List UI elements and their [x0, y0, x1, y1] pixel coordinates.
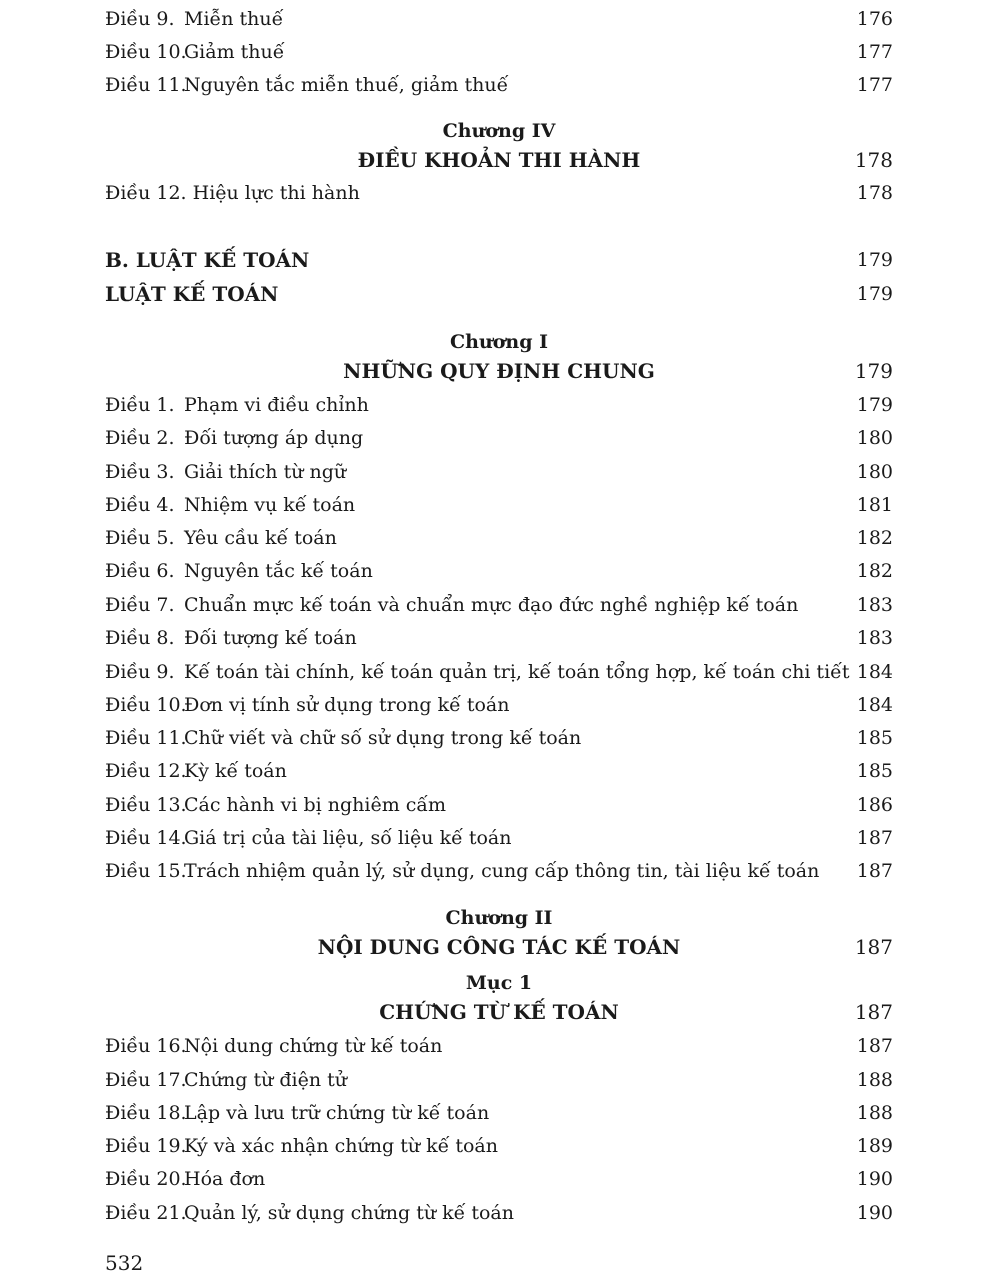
page-ref: 179 [856, 283, 893, 305]
article-title: Hóa đơn [184, 1168, 266, 1190]
heading-text: NHỮNG QUY ĐỊNH CHUNG [343, 359, 655, 383]
article-number: Điều 5. [105, 527, 175, 549]
article-number: Điều 1. [105, 394, 175, 416]
article-title: Đối tượng áp dụng [184, 427, 364, 449]
heading-text: CHỨNG TỪ KẾ TOÁN [379, 1000, 619, 1024]
heading-text: ĐIỀU KHOẢN THI HÀNH [357, 148, 641, 172]
article-title: Giải thích từ ngữ [184, 461, 347, 483]
article-title: Chứng từ điện tử [184, 1069, 347, 1091]
article-title: Giá trị của tài liệu, số liệu kế toán [184, 827, 512, 849]
page-ref: 185 [856, 727, 893, 749]
toc-entry [105, 823, 893, 853]
page-ref: 185 [856, 760, 893, 782]
article-number: Điều 16. [105, 1035, 187, 1057]
article-title: Quản lý, sử dụng chứng từ kế toán [184, 1202, 514, 1224]
page-ref: 188 [856, 1069, 893, 1091]
page-ref: 187 [856, 860, 893, 882]
part-title: B. LUẬT KẾ TOÁN [105, 248, 310, 272]
page-ref: 187 [854, 935, 893, 959]
page-ref: 186 [856, 794, 893, 816]
toc-entry [105, 1198, 893, 1228]
page-ref: 188 [856, 1102, 893, 1124]
article-title: Ký và xác nhận chứng từ kế toán [184, 1135, 499, 1157]
article-title: Đơn vị tính sử dụng trong kế toán [184, 694, 510, 716]
article-number: Điều 21. [105, 1202, 187, 1224]
toc-entry [105, 690, 893, 720]
toc-entry [105, 390, 893, 420]
page-ref: 183 [856, 594, 893, 616]
page-ref: 190 [856, 1202, 893, 1224]
toc-entry [105, 4, 893, 34]
toc-entry [105, 37, 893, 67]
page-ref: 182 [856, 560, 893, 582]
toc-entry [105, 70, 893, 100]
article-title: Điều 12. Hiệu lực thi hành [105, 182, 360, 204]
toc-entry [105, 590, 893, 620]
article-number: Điều 10. [105, 41, 187, 63]
chapter-heading [105, 932, 893, 962]
page-ref: 178 [854, 148, 893, 172]
article-number: Điều 11. [105, 74, 187, 96]
section-heading [105, 997, 893, 1027]
toc-entry [105, 523, 893, 553]
article-number: Điều 2. [105, 427, 175, 449]
article-number: Điều 12. [105, 760, 187, 782]
toc-entry [105, 790, 893, 820]
article-title: Nội dung chứng từ kế toán [184, 1035, 443, 1057]
article-title: Trách nhiệm quản lý, sử dụng, cung cấp thông tin, tài liệu kế toán [184, 860, 820, 882]
toc-entry [105, 723, 893, 753]
page-ref: 182 [856, 527, 893, 549]
toc-entry [105, 623, 893, 653]
toc-entry [105, 490, 893, 520]
article-title: Lập và lưu trữ chứng từ kế toán [184, 1102, 490, 1124]
page-ref: 184 [856, 694, 893, 716]
article-title: Nhiệm vụ kế toán [184, 494, 356, 516]
page-ref: 180 [856, 461, 893, 483]
toc-entry [105, 556, 893, 586]
article-number: Điều 18. [105, 1102, 187, 1124]
article-number: Điều 17. [105, 1069, 187, 1091]
part-title: LUẬT KẾ TOÁN [105, 282, 279, 306]
page-ref: 179 [856, 249, 893, 271]
chapter-heading [105, 145, 893, 175]
toc-entry [105, 1031, 893, 1061]
article-number: Điều 13. [105, 794, 187, 816]
article-number: Điều 6. [105, 560, 175, 582]
article-title: Nguyên tắc kế toán [184, 560, 373, 582]
page-number: 532 [105, 1251, 144, 1275]
heading-text: NỘI DUNG CÔNG TÁC KẾ TOÁN [317, 935, 681, 959]
article-number: Điều 19. [105, 1135, 187, 1157]
chapter-label: Chương II [445, 907, 553, 929]
article-title: Giảm thuế [184, 41, 285, 63]
part-entry [105, 279, 893, 309]
article-number: Điều 14. [105, 827, 187, 849]
page-ref: 183 [856, 627, 893, 649]
section-label: Mục 1 [465, 972, 533, 994]
toc-entry [105, 457, 893, 487]
page-ref: 179 [854, 359, 893, 383]
article-number: Điều 3. [105, 461, 175, 483]
toc-entry [105, 423, 893, 453]
article-title: Phạm vi điều chỉnh [184, 394, 369, 416]
article-number: Điều 9. [105, 8, 175, 30]
page-ref: 187 [856, 1035, 893, 1057]
article-title: Chuẩn mực kế toán và chuẩn mực đạo đức nghề nghiệp kế toán [184, 594, 799, 616]
page-ref: 176 [856, 8, 893, 30]
page-ref: 189 [856, 1135, 893, 1157]
chapter-label: Chương IV [442, 120, 556, 142]
article-title: Yêu cầu kế toán [184, 527, 337, 549]
page-ref: 177 [856, 41, 893, 63]
article-title: Kỳ kế toán [184, 760, 287, 782]
toc-entry [105, 1065, 893, 1095]
article-number: Điều 11. [105, 727, 187, 749]
toc-entry [105, 856, 893, 886]
page-ref: 187 [854, 1000, 893, 1024]
page-ref: 181 [856, 494, 893, 516]
article-number: Điều 7. [105, 594, 175, 616]
part-entry [105, 245, 893, 275]
chapter-label: Chương I [449, 331, 549, 353]
page-ref: 178 [856, 182, 893, 204]
article-number: Điều 20. [105, 1168, 187, 1190]
page-ref: 187 [856, 827, 893, 849]
article-title: Chữ viết và chữ số sử dụng trong kế toán [184, 727, 582, 749]
article-number: Điều 9. [105, 661, 175, 683]
article-number: Điều 4. [105, 494, 175, 516]
toc-entry [105, 657, 893, 687]
toc-entry [105, 178, 893, 208]
page-ref: 180 [856, 427, 893, 449]
toc-entry [105, 1164, 893, 1194]
page-ref: 179 [856, 394, 893, 416]
article-number: Điều 8. [105, 627, 175, 649]
article-title: Kế toán tài chính, kế toán quản trị, kế toán tổng hợp, kế toán chi tiết [184, 661, 850, 683]
page-ref: 184 [856, 661, 893, 683]
toc-entry [105, 1131, 893, 1161]
chapter-heading [105, 356, 893, 386]
toc-entry [105, 1098, 893, 1128]
article-number: Điều 10. [105, 694, 187, 716]
toc-entry [105, 756, 893, 786]
article-title: Miễn thuế [184, 8, 284, 30]
article-title: Nguyên tắc miễn thuế, giảm thuế [184, 74, 509, 96]
page-ref: 190 [856, 1168, 893, 1190]
article-title: Đối tượng kế toán [184, 627, 357, 649]
page-ref: 177 [856, 74, 893, 96]
article-title: Các hành vi bị nghiêm cấm [184, 794, 447, 816]
article-number: Điều 15. [105, 860, 187, 882]
